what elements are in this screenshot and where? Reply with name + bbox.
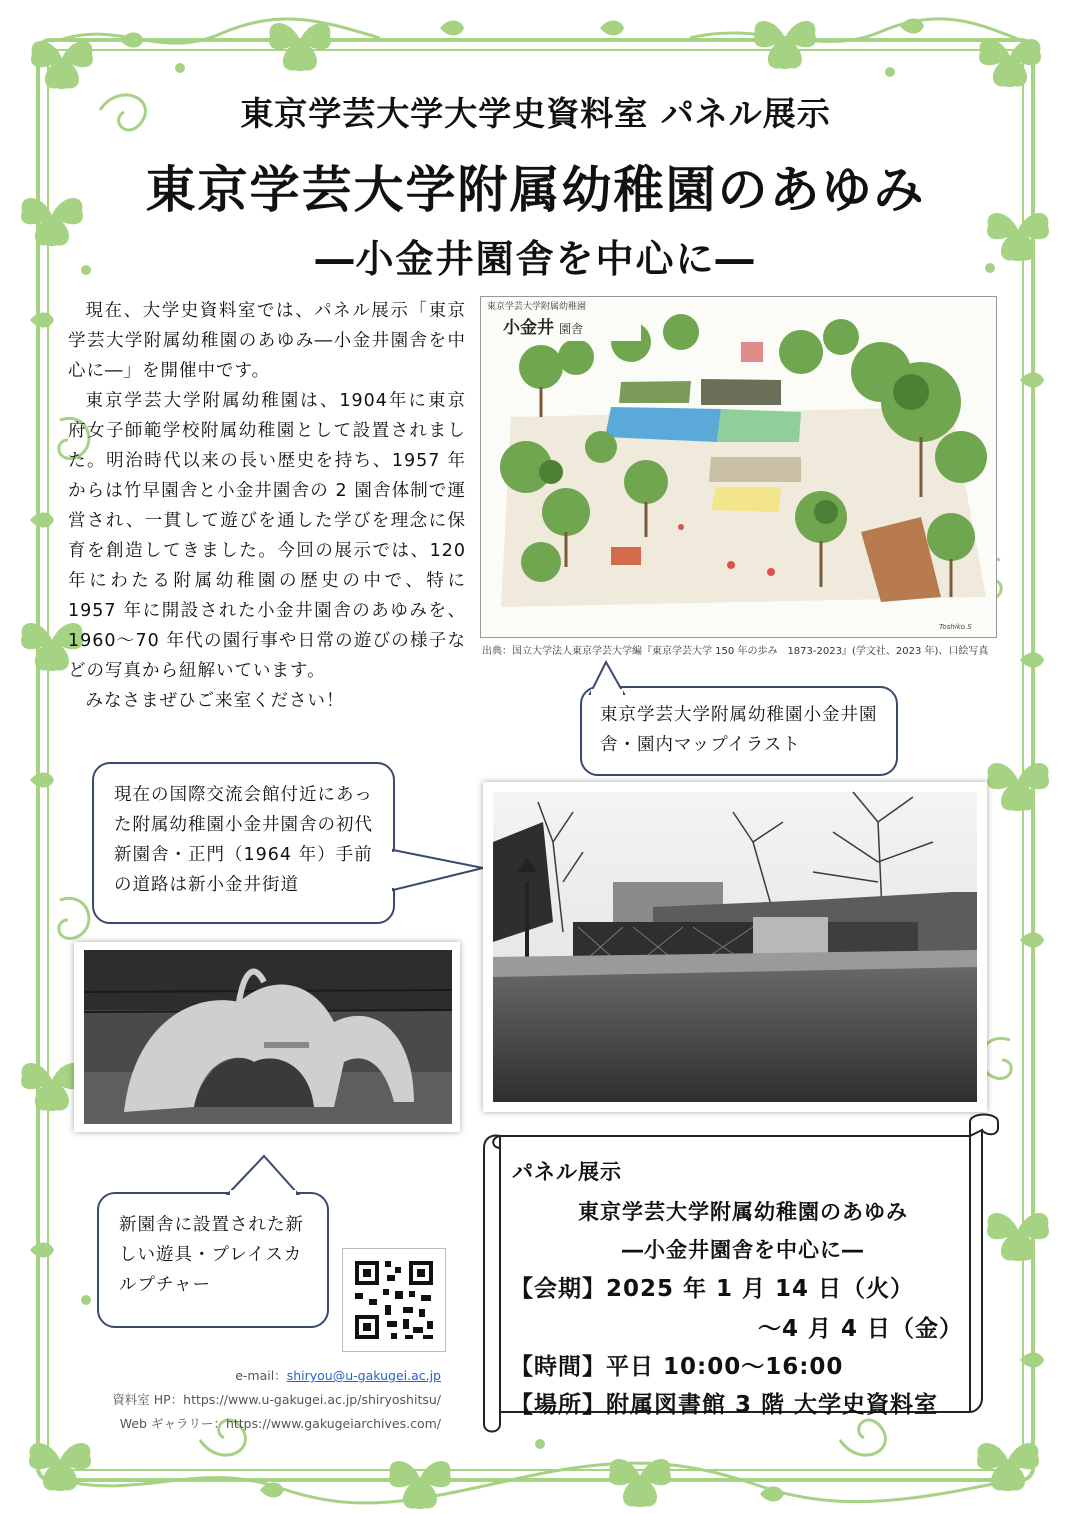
play-callout-tail: [222, 1154, 302, 1196]
map-callout-tail: [582, 660, 628, 696]
period-label: 【会期】: [510, 1276, 606, 1302]
gate-callout-tail: [391, 840, 485, 900]
qr-code-icon: [343, 1249, 445, 1351]
title-dash-subtitle: ―小金井園舎を中心に―: [315, 237, 756, 281]
gate-photo-1964: [483, 782, 987, 1112]
map-signature: Toshiko.S: [939, 623, 972, 631]
intro-text: [68, 296, 466, 716]
kindergarten-map-illustration: [480, 296, 997, 638]
place-row: [510, 1386, 938, 1419]
map-caption: 出典：国立大学法人東京学芸大学編『東京学芸大学 150 年の歩み 1873-2023』(学文社、2023 年)、口絵写真: [482, 646, 989, 657]
period-end: ～4 月 4 日（金）: [757, 1316, 963, 1342]
contact-gallery[interactable]: Web ギャラリー：https://www.gakugeiarchives.com/: [119, 1416, 441, 1431]
intro-paragraph: 東京学芸大学附属幼稚園は、1904年に東京府女子師範学校附属幼稚園として設置されました。明治時代以来の長い歴史を持ち、1957 年からは竹早園舎と小金井園舎の 2 園舎体制で運営され、一貫して遊びを通した学びを理念に保育を創造してきました。今回の展示では、120 年にわたる附属幼稚園の歴史の中で、特に 1957 年に開設された小金井園舎のあゆみを、1960～70 年代の園行事や日常の遊びの様子などの写真から紐解いています。: [68, 391, 466, 681]
page-title: 東京学芸大学附属幼稚園のあゆみ: [145, 161, 926, 219]
map-label-small: 東京学芸大学附属幼稚園: [487, 302, 587, 312]
time-value: 平日 10:00～16:00: [606, 1354, 844, 1380]
play-sculpture-image: [74, 942, 460, 1132]
map-callout-bubble: [580, 686, 898, 776]
contact-hp[interactable]: 資料室 HP：https://www.u-gakugei.ac.jp/shiryoshitsu/: [112, 1392, 441, 1407]
map-label-big: 小金井: [503, 318, 554, 338]
gate-photo-image: [483, 782, 987, 1112]
place-value: 附属図書館 3 階 大学史資料室: [606, 1392, 939, 1418]
time-label: 【時間】: [510, 1354, 606, 1380]
scroll-subtitle: ―小金井園舎を中心に―: [622, 1238, 864, 1262]
gate-callout-bubble: [92, 762, 395, 924]
qr-code[interactable]: [342, 1248, 446, 1352]
play-sculpture-photo: [74, 942, 460, 1132]
play-callout-bubble: [97, 1192, 329, 1328]
time-row: [510, 1348, 843, 1381]
period-row: [510, 1270, 914, 1303]
period-start: 2025 年 1 月 14 日（火）: [606, 1276, 915, 1302]
scroll-title: 東京学芸大学附属幼稚園のあゆみ: [578, 1200, 908, 1224]
place-label: 【場所】: [510, 1392, 606, 1418]
contact-email-line: [235, 1366, 441, 1384]
email-link[interactable]: shiryou@u-gakugei.ac.jp: [286, 1368, 441, 1383]
map-drawing: [481, 297, 996, 637]
map-callout-text: 東京学芸大学附属幼稚園小金井園舎・園内マップイラスト: [600, 705, 878, 755]
map-label-suffix: 園舎: [559, 322, 584, 336]
intro-paragraph: 現在、大学史資料室では、パネル展示「東京学芸大学附属幼稚園のあゆみ―小金井園舎を中心に―」を開催中です。: [68, 301, 466, 381]
intro-paragraph: みなさまぜひご来室ください！: [85, 691, 345, 711]
exhibit-subtitle: 東京学芸大学大学史資料室 パネル展示: [240, 94, 831, 133]
play-callout-text: 新園舎に設置された新しい遊具・プレイスカルプチャー: [119, 1215, 304, 1295]
email-label: e-mail：: [235, 1368, 287, 1383]
scroll-panel-label: パネル展示: [512, 1160, 622, 1184]
gate-callout-text: 現在の国際交流会館付近にあった附属幼稚園小金井園舎の初代新園舎・正門（1964 年）手前の道路は新小金井街道: [114, 785, 373, 895]
